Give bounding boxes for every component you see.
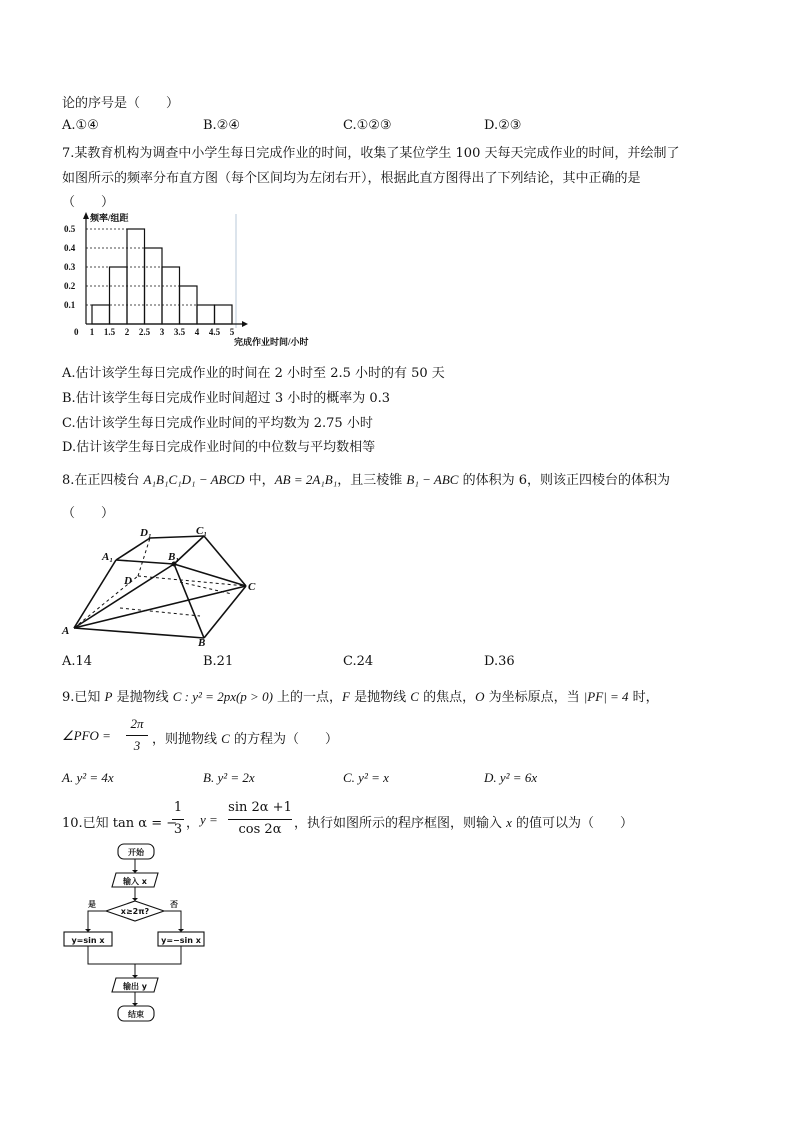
flow-output-label: 输出 y [123,982,147,991]
histogram-y-tick: 0.4 [64,243,76,253]
histogram-x-tick: 2.5 [138,327,151,337]
q9-text-6: 为坐标原点，当 [484,690,584,705]
histogram-origin: 0 [74,327,79,337]
q9-option-b: B. y² = 2x [203,770,255,785]
frustum-figure [60,524,270,649]
q9-stem-line1 [62,686,659,705]
q9-text-2: 是抛物线 [112,690,173,705]
q9-text-3: 上的一点， [272,690,343,705]
label-c: C [248,581,256,593]
q10-frac1-den: 3 [173,822,183,837]
histogram-y-tick: 0.3 [64,262,76,272]
q9-math-c2: C [221,731,230,746]
q9-math-c: C [410,689,419,704]
prev-option-b: B.②④ [203,118,240,133]
histogram-bar [110,267,128,324]
q8-stem [62,469,670,488]
histogram-bar [162,267,180,324]
histogram-y-tick: 0.1 [64,300,76,310]
q9-option-a: A. y² = 4x [62,770,114,785]
q9-line2-tail: ，则抛物线 C 的方程为（ ） [152,731,338,747]
program-flowchart [62,840,212,1024]
q7-option-b: B.估计该学生每日完成作业时间超过 3 小时的概率为 0.3 [62,391,391,406]
q8-math-frustum: A₁B₁C₁D₁ − ABCD [143,472,245,487]
q9-math-o: O [475,689,485,704]
q8-text-2: 中， [244,473,275,488]
histogram-x-tick: 3.5 [173,327,186,337]
q10-text-2: ， [186,816,200,831]
q10-text-4: 的值可以为（ ） [511,816,634,831]
prev-question-stem-tail: 论的序号是（ ） [62,96,180,111]
q8-option-a: A.14 [62,654,93,669]
histogram-x-tick: 4.5 [208,327,221,337]
q7-option-d: D.估计该学生每日完成作业时间的中位数与平均数相等 [62,440,376,455]
q9-text-1: 9.已知 [62,690,105,705]
histogram-x-tick: 4 [194,327,200,337]
q7-answer-paren: （ ） [62,195,115,210]
histogram-bar [92,305,110,324]
q9-math-angle: ∠PFO = [62,728,111,743]
flow-left-label: y=sin x [71,936,105,945]
flow-end-label: 结束 [128,1010,144,1019]
prev-option-d: D.②③ [484,118,522,133]
q9-math-f: F [342,689,350,704]
q8-option-b: B.21 [203,654,234,669]
q9-option-c: C. y² = x [343,770,389,785]
q9-math-pf: |PF| = 4 [583,689,629,704]
label-b: B [198,637,206,649]
q9-math-parabola: C : y² = 2px(p > 0) [172,689,273,704]
flow-start-label: 开始 [128,848,144,857]
q8-math-pyramid: B₁ − ABC [406,472,459,487]
histogram-bar [215,305,233,324]
label-b1: B₁ [168,551,180,563]
q7-option-a: A.估计该学生每日完成作业的时间在 2 小时至 2.5 小时的有 50 天 [62,366,445,381]
q7-option-c: C.估计该学生每日完成作业时间的平均数为 2.75 小时 [62,416,373,431]
q10-text-1: 10.已知 tan α = − [62,816,178,831]
q10-math-x: x [506,815,512,830]
prev-option-c: C.①②③ [343,118,392,133]
flow-input-label: 输入 x [123,877,147,886]
q10-frac2-num: sin 2α +1 [228,800,292,815]
frequency-histogram [62,210,309,356]
histogram-x-tick: 5 [229,327,235,337]
flow-no-label: 否 [170,900,178,909]
q8-answer-paren: （ ） [62,506,115,521]
histogram-y-tick: 0.5 [64,224,76,234]
flow-right-label: y=−sin x [161,936,201,945]
q9-option-d: D. y² = 6x [484,770,538,785]
q9-math-p: P [104,689,113,704]
label-c1: C₁ [196,525,208,537]
flow-condition-label: x≥2π? [120,907,150,916]
q9-frac-den: 3 [133,738,141,753]
histogram-x-tick: 1.5 [103,327,116,337]
q10-stem [62,800,782,842]
histogram-x-tick: 2 [124,327,130,337]
q9-frac-num: 2π [130,716,144,731]
histogram-x-label: 完成作业时间/小时 [234,337,309,347]
histogram-bar [197,305,215,324]
q10-math-y: y = [200,812,218,827]
q7-stem-line1: 7.某教育机构为调查中小学生每日完成作业的时间，收集了某位学生 100 天每天完成作业的时间，并绘制了 [62,146,680,161]
prev-option-a: A.①④ [62,118,99,133]
q7-stem-line2: 如图所示的频率分布直方图（每个区间均为左闭右开），根据此直方图得出了下列结论，其中正确的是 [62,171,641,186]
q9-text-5: 的焦点， [418,690,476,705]
histogram-bar [127,229,145,324]
q8-option-d: D.36 [484,654,515,669]
q8-text-3: ，且三棱锥 [337,473,407,488]
q10-frac1-num: 1 [173,800,183,815]
label-a1: A₁ [102,551,114,563]
q8-text-4: 的体积为 6，则该正四棱台的体积为 [458,473,671,488]
label-d1: D₁ [140,527,152,539]
q10-text-3: ，执行如图所示的程序框图，则输入 [294,816,507,831]
label-d: D [124,575,132,587]
histogram-y-tick: 0.2 [64,281,76,291]
q10-frac2-den: cos 2α [238,822,282,837]
histogram-x-tick: 3 [159,327,165,337]
q8-math-ab: AB = 2A₁B₁ [274,472,338,487]
histogram-x-tick: 1 [89,327,95,337]
q9-text-7: 时， [628,690,659,705]
q8-option-c: C.24 [343,654,374,669]
q9-text-4: 是抛物线 [350,690,411,705]
histogram-y-label: 频率/组距 [90,213,129,223]
label-a: A [62,625,70,637]
flow-yes-label: 是 [88,900,96,909]
q8-text-1: 8.在正四棱台 [62,473,144,488]
